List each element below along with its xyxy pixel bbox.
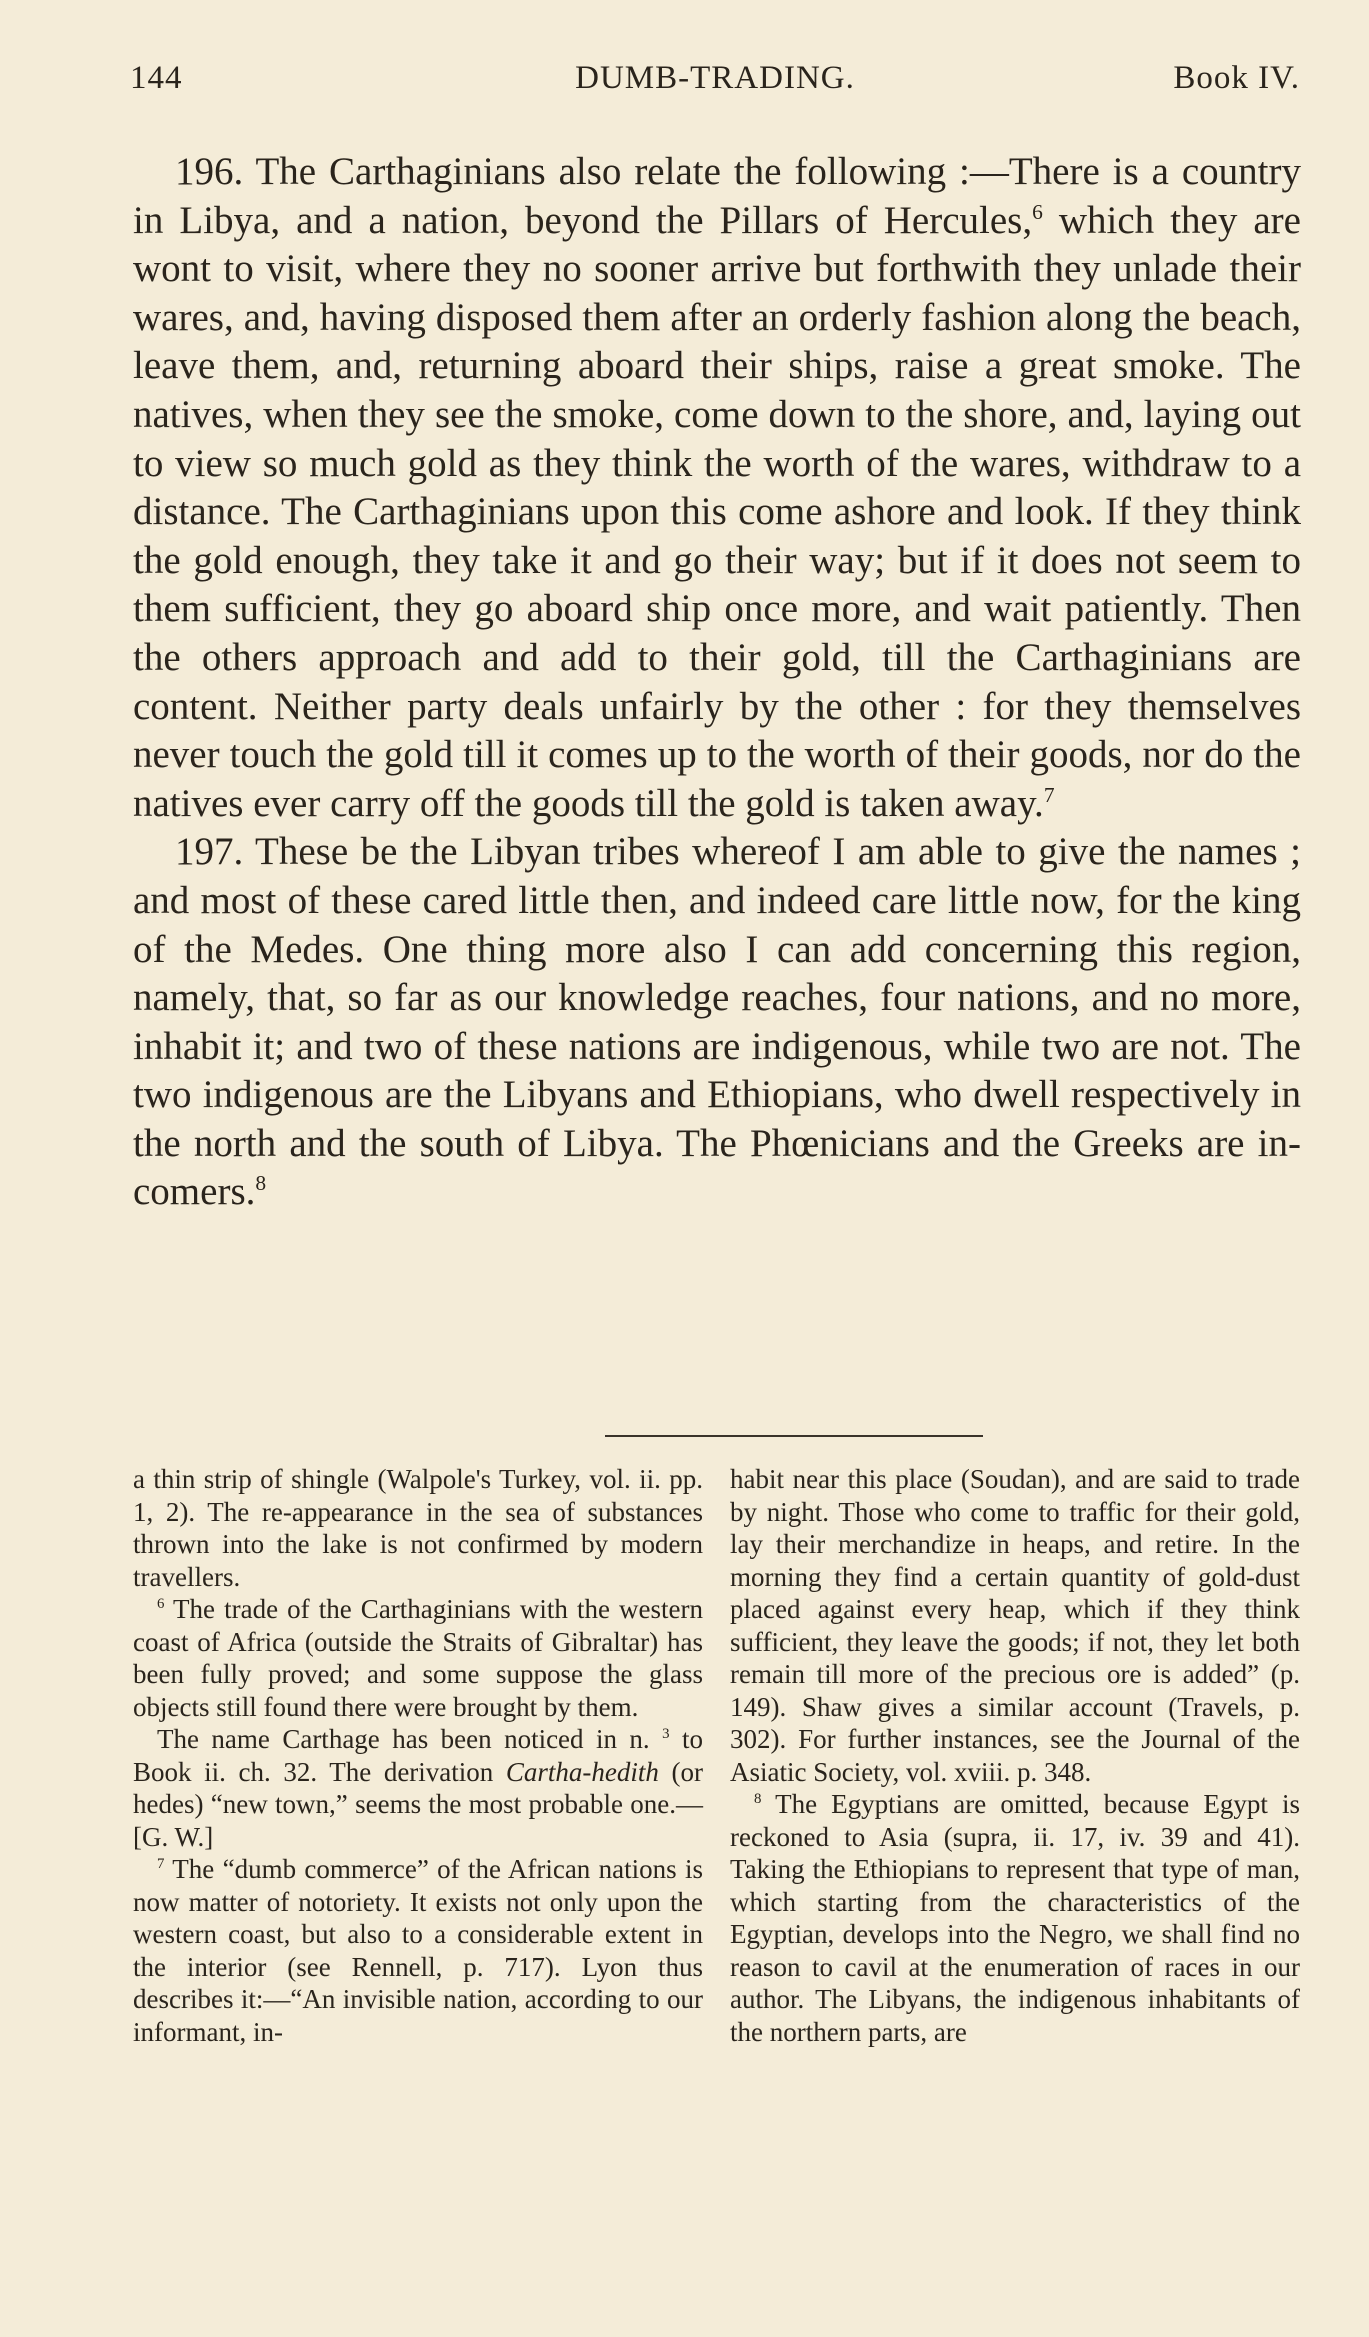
footnote-divider (605, 1435, 983, 1437)
footnote-8-mark: 8 (754, 1791, 762, 1807)
page-number: 144 (130, 60, 183, 96)
footnote-8-text: The Egyptians are omitted, because Egypt is reckoned to Asia (supra, ii. 17, iv. 39 and 41). Taking the Ethiopians to represent that type of man, which starting from the characteristics of the Egyptian, develops into the Negro, we shall find no reason to cavil at the enumeration of races in our author. The Libyans, the indigenous inhabitants of the northern parts, are (730, 1789, 1300, 2047)
footnote-7-mark: 7 (157, 1856, 165, 1872)
paragraph-196 (133, 148, 1301, 828)
footnote-7-text: The “dumb commerce” of the African nations is now matter of notoriety. It exists not only upon the western coast, but also to a considerable extent in the interior (see Rennell, p. 717). Lyon thus describes it:—“An invisible nation, according to our informant, in- (133, 1854, 703, 2047)
footnote-ref-6: 6 (1032, 199, 1043, 224)
footnote-6-note (133, 1723, 703, 1853)
footnote-6-note-ref: 3 (662, 1726, 670, 1742)
paragraph-196-text-cont: which they are wont to visit, where they no sooner arrive but forthwith they unlade their wares, and, having disposed them after an orderly fashion along the beach, leave them, and, returning aboard their ships, raise a great smoke. The natives, when they see the smoke, come down to the shore, and, laying out to view so much gold as they think the worth of the wares, withdraw to a distance. The Carthaginians upon this come ashore and look. If they think the gold enough, they take it and go their way; but if it does not seem to them sufficient, they go aboard ship once more, and wait patiently. Then the others approach and add to their gold, till the Carthaginians are content. Neither party deals unfairly by the other : for they themselves never touch the gold till it comes up to the worth of their goods, nor do the natives ever carry off the goods till the gold is taken away. (133, 198, 1301, 825)
footnote-8 (730, 1788, 1300, 2048)
paragraph-197 (133, 828, 1301, 1217)
footnote-6-note-text-end: (or hedes) “new town,” seems the most probable one.—[G. W.] (133, 1756, 704, 1852)
footnote-continuation: a thin strip of shingle (Walpole's Turkey, vol. ii. pp. 1, 2). The re-appearance in the sea of substances thrown into the lake is not confirmed by modern travellers. (133, 1464, 703, 1592)
footnote-6 (133, 1593, 703, 1723)
running-title: DUMB-TRADING. (575, 60, 855, 96)
footnotes-right-column (730, 1463, 1300, 2048)
book-label: Book IV. (1173, 60, 1300, 96)
main-text (133, 148, 1301, 1217)
footnote-6-note-italic: Cartha-hedith (505, 1756, 659, 1787)
footnote-6-note-text-mid: to Book ii. ch. 32. The derivation (133, 1724, 703, 1787)
footnote-6-note-text: The name Carthage has been noticed in n. (157, 1724, 663, 1754)
footnotes-left-column (133, 1463, 703, 2048)
paragraph-196-text: 196. The Carthaginians also relate the following :—There is a country in Libya, and a nation, beyond the Pillars of Hercules, (133, 150, 1301, 242)
paragraph-197-text: 197. These be the Libyan tribes whereof I am able to give the names ; and most of these cared little then, and indeed care little now, for the king of the Medes. One thing more also I can add concerning this region, namely, that, so far as our knowledge reaches, four nations, and no more, inhabit it; and two of these nations are indigenous, while two are not. The two indigenous are the Libyans and Ethiopians, who dwell respectively in the north and the south of Libya. The Phœnicians and the Greeks are in-comers. (133, 830, 1301, 1214)
footnote-ref-8: 8 (255, 1171, 267, 1196)
running-header (130, 60, 1300, 110)
footnote-ref-7: 7 (1043, 782, 1055, 807)
footnote-7 (133, 1853, 703, 2048)
footnote-7-continuation: habit near this place (Soudan), and are said to trade by night. Those who come to traffic for their gold, lay their merchandize in heaps, and retire. In the morning they find a certain quantity of gold-dust placed against every heap, which if they think sufficient, they leave the goods; if not, they let both remain till more of the precious ore is added” (p. 149). Shaw gives a similar account (Travels, p. 302). For further instances, see the Journal of the Asiatic Society, vol. xviii. p. 348. (730, 1464, 1300, 1787)
footnote-6-text: The trade of the Carthaginians with the western coast of Africa (outside the Straits of Gibraltar) has been fully proved; and some suppose the glass objects still found there were brought by them. (133, 1594, 703, 1722)
footnote-6-mark: 6 (157, 1596, 165, 1612)
